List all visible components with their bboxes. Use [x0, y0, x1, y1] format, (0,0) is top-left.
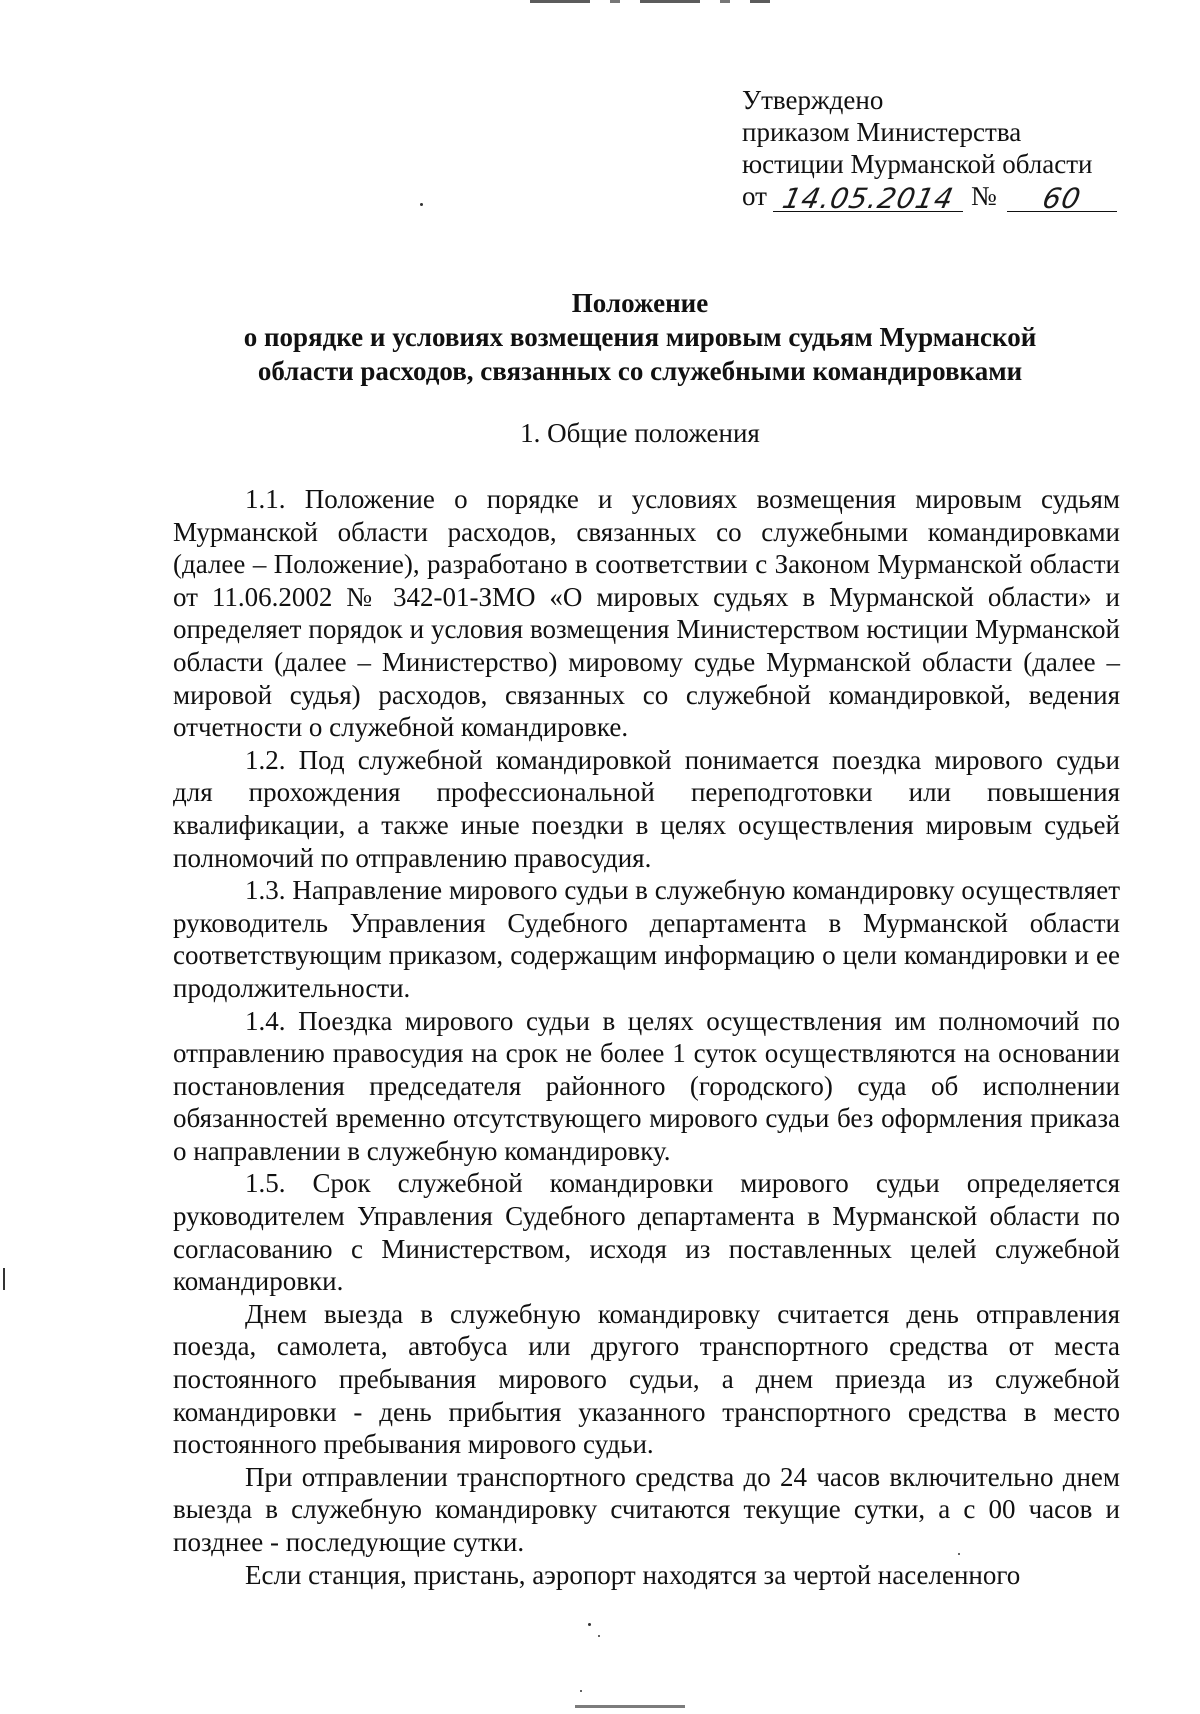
- scan-speck: [588, 1623, 591, 1626]
- paragraph: 1.5. Срок служебной командировки мирового судьи определяется руководителем Управления Судебного департамента в Мурманской области по согласованию с Министерством, исходя из поставленных целей служебной командировки.: [173, 1168, 1120, 1297]
- paragraph: 1.2. Под служебной командировкой понимается поездка мирового судьи для прохождения профессиональной переподготовки или повышения квалификации, а также иные поездки в целях осуществления мировым судьей полномочий по отправлению правосудия.: [173, 744, 1120, 873]
- number-prefix: №: [970, 181, 997, 211]
- date-prefix: от: [742, 181, 767, 211]
- date-field: [773, 182, 963, 215]
- title-line: о порядке и условиях возмещения мировым судьям Мурманской: [243, 322, 1037, 352]
- scan-artifact-bottom: [575, 1705, 685, 1708]
- approval-stamp-block: [742, 84, 1122, 215]
- paragraph: 1.4. Поездка мирового судьи в целях осуществления им полномочий по отправлению правосудия на срок не более 1 суток осуществляются на основании постановления председателя районного (городского) суда об исполнении обязанностей временно отсутствующего мирового судьи без оформления приказа о направлении в служебную командировку.: [173, 1005, 1120, 1166]
- scan-artifact-left: [3, 1268, 5, 1290]
- approval-line: юстиции Мурманской области: [742, 149, 1093, 179]
- scan-speck: [598, 1635, 600, 1637]
- scan-speck: [580, 1690, 582, 1692]
- paragraph: 1.1. Положение о порядке и условиях возмещения мировым судьям Мурманской области расходов, связанных со служебными командировками (далее – Положение), разработано в соответствии с Законом Мурманской области от 11.06.2002 № 342-01-ЗМО «О мировых судьях в Мурманской области» и определяет порядок и условия возмещения Министерством юстиции Мурманской области (далее – Министерство) мировому судье Мурманской области (далее – мировой судья) расходов, связанных со служебной командировкой, ведения отчетности о служебной командировке.: [173, 484, 1120, 743]
- approval-line: приказом Министерства: [742, 117, 1022, 147]
- handwritten-number: 60: [1039, 182, 1085, 215]
- title-line: области расходов, связанных со служебными командировками: [257, 356, 1023, 386]
- document-title: [160, 286, 1120, 388]
- document-body: [173, 483, 1120, 1591]
- scan-speck: [420, 203, 423, 206]
- title-line: Положение: [571, 288, 709, 318]
- approval-line: Утверждено: [742, 85, 884, 115]
- number-field: [1007, 182, 1117, 215]
- paragraph: Днем выезда в служебную командировку считается день отправления поезда, самолета, автобуса или другого транспортного средства от места постоянного пребывания мирового судьи, а днем приезда из служебной командировки - день прибытия указанного транспортного средства в место постоянного пребывания мирового судьи.: [173, 1298, 1120, 1460]
- handwritten-date: 14.05.2014: [779, 182, 957, 215]
- paragraph: При отправлении транспортного средства до 24 часов включительно днем выезда в служебную командировку считаются текущие сутки, а с 00 часов и позднее - последующие сутки.: [173, 1461, 1120, 1557]
- paragraph: 1.3. Направление мирового судьи в служебную командировку осуществляет руководитель Управления Судебного департамента в Мурманской области соответствующим приказом, содержащим информацию о цели командировки и ее продолжительности.: [173, 875, 1120, 1003]
- scan-artifact-top: [530, 0, 770, 3]
- approval-date-line: [742, 180, 1122, 215]
- section-heading: 1. Общие положения: [520, 418, 760, 448]
- paragraph: Если станция, пристань, аэропорт находятся за чертой населенного: [245, 1559, 1021, 1590]
